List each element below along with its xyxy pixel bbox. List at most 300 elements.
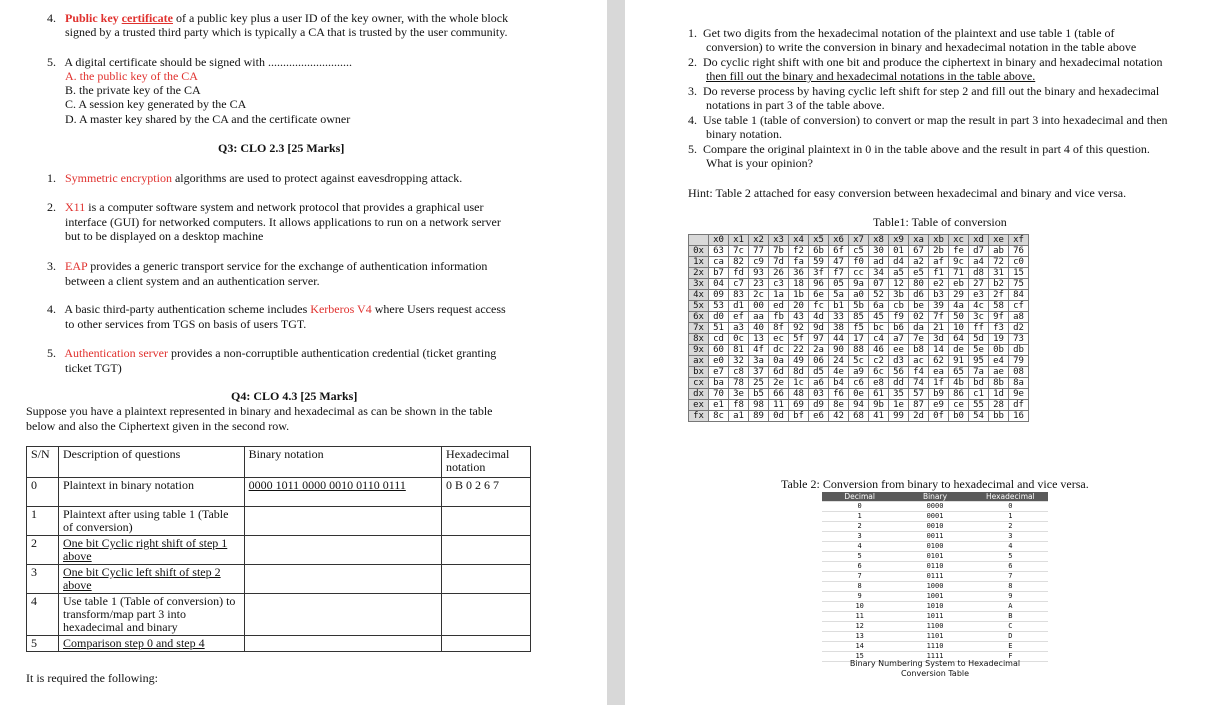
conv-cell: 5c [849,356,869,367]
conv-cell: 6e [809,290,829,301]
conv-cell: f4 [909,367,929,378]
conv-cell: 58 [989,301,1009,312]
option-d[interactable]: D. A master key shared by the CA and the certificate owner [65,112,351,126]
binary-row [822,562,1048,572]
conv-cell: 3f [809,268,829,279]
conv-cell: 6b [809,246,829,257]
conv-cell: 53 [709,301,729,312]
conv-row-header: 4x [689,290,709,301]
conv-row [689,268,1029,279]
step-5: 5. Compare the original plaintext in 0 in the table above and the result in part 4 of this question. [688,142,1150,156]
step-4-line2: binary notation. [706,127,782,141]
conv-cell: a6 [809,378,829,389]
table-row [27,565,531,594]
row-sn: 0 [27,478,59,507]
conv-row [689,301,1029,312]
binary-row [822,552,1048,562]
binary-cell: A [973,602,1048,612]
conv-cell: 15 [1009,268,1029,279]
conv-cell: 9f [989,312,1009,323]
conv-cell: 73 [1009,334,1029,345]
row-binary[interactable]: 0000 1011 0000 0010 0110 0111 [244,478,441,507]
conv-cell: 56 [889,367,909,378]
binary-row [822,632,1048,642]
conv-cell: fe [949,246,969,257]
binary-row [822,582,1048,592]
conv-cell: bc [869,323,889,334]
conv-cell: eb [949,279,969,290]
q2-item-5: 5. A digital certificate should be signed with ............................ [47,55,352,69]
conv-cell: 19 [989,334,1009,345]
conv-cell: cb [889,301,909,312]
conv-cell: e3 [969,290,989,301]
conv-cell: 6f [829,246,849,257]
row-hex[interactable] [442,636,531,652]
conv-cell: c1 [969,389,989,400]
binary-cell: B [973,612,1048,622]
conv-cell: c3 [769,279,789,290]
conv-cell: 71 [949,268,969,279]
table-row [27,478,531,507]
q3-item-4-line2: to other services from TGS on basis of users TGT. [65,317,307,331]
conv-cell: d2 [1009,323,1029,334]
binary-cell: E [973,642,1048,652]
option-b[interactable]: B. the private key of the CA [65,83,201,97]
binary-cell: 7 [973,572,1048,582]
conv-cell: be [909,301,929,312]
conv-cell: c6 [849,378,869,389]
conv-cell: 99 [889,411,909,422]
binary-row [822,512,1048,522]
binary-cell: 0000 [897,502,972,512]
conv-cell: 5a [829,290,849,301]
conv-col-header: xa [909,235,929,246]
conv-cell: ca [709,257,729,268]
conv-cell: b2 [989,279,1009,290]
binary-cell: 1 [973,512,1048,522]
conv-cell: cc [849,268,869,279]
q3-item-1: 1. Symmetric encryption algorithms are used to protect against eavesdropping attack. [47,171,463,185]
conv-row-header: ex [689,400,709,411]
conv-cell: 96 [809,279,829,290]
conv-cell: 2f [989,290,1009,301]
conv-cell: 80 [909,279,929,290]
conv-cell: 33 [829,312,849,323]
conv-cell: 91 [949,356,969,367]
conv-cell: 4a [949,301,969,312]
conv-cell: 85 [849,312,869,323]
binary-cell: C [973,622,1048,632]
binary-cell: 9 [973,592,1048,602]
conv-cell: b7 [709,268,729,279]
conv-cell: 2d [909,411,929,422]
conv-cell: aa [749,312,769,323]
conv-cell: 48 [789,389,809,400]
conv-cell: a4 [969,257,989,268]
binary-cell: 1101 [897,632,972,642]
conv-cell: 5e [969,345,989,356]
conv-cell: f1 [929,268,949,279]
conv-col-header: xe [989,235,1009,246]
binary-cell: 13 [822,632,897,642]
row-binary[interactable] [244,536,441,565]
row-sn: 1 [27,507,59,536]
conv-cell: 9b [869,400,889,411]
binary-cell: 6 [822,562,897,572]
conv-cell: ed [769,301,789,312]
conversion-table [688,234,1029,422]
conv-cell: d8 [969,268,989,279]
table1-title: Table1: Table of conversion [873,215,1007,229]
conv-col-header: x6 [829,235,849,246]
conv-cell: 00 [749,301,769,312]
conv-cell: b8 [909,345,929,356]
conv-cell: 84 [1009,290,1029,301]
conv-cell: e4 [989,356,1009,367]
conv-cell: e9 [929,400,949,411]
conv-cell: ec [769,334,789,345]
conv-cell: 54 [969,411,989,422]
binary-row [822,622,1048,632]
binary-cell: 3 [822,532,897,542]
conv-col-header: xc [949,235,969,246]
conv-cell: ac [909,356,929,367]
binary-row [822,502,1048,512]
conv-cell: 72 [989,257,1009,268]
conv-cell: 8a [1009,378,1029,389]
conv-cell: a7 [889,334,909,345]
row-desc: Plaintext in binary notation [58,478,244,507]
conv-cell: ee [889,345,909,356]
conv-cell: 9d [809,323,829,334]
conv-cell: c2 [869,356,889,367]
conv-row-header: 8x [689,334,709,345]
conv-cell: b6 [889,323,909,334]
binary-cell: D [973,632,1048,642]
binary-cell: 1011 [897,612,972,622]
conv-cell: 95 [969,356,989,367]
q4-heading: Q4: CLO 4.3 [25 Marks] [231,389,358,403]
conv-cell: 9c [949,257,969,268]
conv-col-header: x1 [729,235,749,246]
conv-cell: f5 [849,323,869,334]
conv-row-header: 1x [689,257,709,268]
conv-row [689,334,1029,345]
conv-cell: 28 [989,400,1009,411]
table-row [27,507,531,536]
conv-cell: c0 [1009,257,1029,268]
conv-cell: 13 [749,334,769,345]
conv-cell: ad [869,257,889,268]
conv-cell: db [1009,345,1029,356]
binary-row [822,572,1048,582]
conv-row-header: ax [689,356,709,367]
conv-cell: 78 [729,378,749,389]
conv-row-header: 3x [689,279,709,290]
conv-row-header: 5x [689,301,709,312]
conv-cell: 4f [749,345,769,356]
conv-cell: 25 [749,378,769,389]
conv-cell: cd [709,334,729,345]
row-binary[interactable] [244,636,441,652]
conv-cell: 7b [769,246,789,257]
conv-cell: 21 [929,323,949,334]
conv-row-header: bx [689,367,709,378]
conv-col-header: x3 [769,235,789,246]
conv-row-header: 2x [689,268,709,279]
conv-cell: e7 [709,367,729,378]
conv-cell: 8b [989,378,1009,389]
conv-cell: 94 [849,400,869,411]
row-sn: 2 [27,536,59,565]
binary-cell: 8 [822,582,897,592]
binary-cell: 0101 [897,552,972,562]
conv-cell: 9a [849,279,869,290]
conv-cell: 41 [869,411,889,422]
binary-cell: 11 [822,612,897,622]
q3-item-3: 3. EAP provides a generic transport service for the exchange of authentication information [47,259,488,273]
conv-cell: 59 [809,257,829,268]
header-description: Description of questions [58,447,244,478]
conv-cell: 11 [769,400,789,411]
option-c[interactable]: C. A session key generated by the CA [65,97,247,111]
conv-cell: de [949,345,969,356]
conv-cell: f9 [889,312,909,323]
conv-cell: 7c [729,246,749,257]
conv-col-header: x0 [709,235,729,246]
row-sn: 3 [27,565,59,594]
conv-cell: e5 [909,268,929,279]
conv-cell: 09 [709,290,729,301]
conv-cell: 6a [869,301,889,312]
step-1: 1. Get two digits from the hexadecimal notation of the plaintext and use table 1 (table of [688,26,1115,40]
conv-cell: e2 [929,279,949,290]
q2-item-4: 4. Public key certificate of a public key plus a user ID of the key owner, with the whole block [47,11,509,25]
conv-cell: 40 [749,323,769,334]
binary-row [822,532,1048,542]
row-hex[interactable] [442,565,531,594]
conv-cell: 93 [749,268,769,279]
conv-cell: 04 [709,279,729,290]
table-row [27,536,531,565]
conv-cell: 06 [809,356,829,367]
conv-cell: 08 [1009,367,1029,378]
binary-row [822,612,1048,622]
hint-text: Hint: Table 2 attached for easy conversion between hexadecimal and binary and vice versa. [688,186,1127,200]
conv-cell: 01 [889,246,909,257]
binary-cell: 0 [973,502,1048,512]
binary-cell: 8 [973,582,1048,592]
conv-cell: ce [949,400,969,411]
conv-row-header: fx [689,411,709,422]
conv-cell: 26 [769,268,789,279]
binary-cell: 1100 [897,622,972,632]
binary-row [822,602,1048,612]
conv-cell: 81 [729,345,749,356]
row-binary[interactable] [244,507,441,536]
conv-cell: 1f [929,378,949,389]
conv-cell: 8c [709,411,729,422]
conv-cell: 66 [769,389,789,400]
conv-col-header: x8 [869,235,889,246]
q3-item-5: 5. Authentication server provides a non-corruptible authentication credential (ticket granting [47,346,497,360]
conv-row [689,290,1029,301]
conv-col-header: x2 [749,235,769,246]
conv-cell: a3 [729,323,749,334]
row-hex[interactable] [442,507,531,536]
conv-cell: d7 [969,246,989,257]
binary-cell: 1000 [897,582,972,592]
conv-cell: 8d [789,367,809,378]
step-2-line2: then fill out the binary and hexadecimal notations in the table above. [706,69,1036,83]
conv-cell: d4 [889,257,909,268]
conv-cell: 90 [829,345,849,356]
conv-cell: e6 [809,411,829,422]
binary-cell: 0011 [897,532,972,542]
conv-cell: 9e [1009,389,1029,400]
conv-cell: 76 [1009,246,1029,257]
conv-cell: 2e [769,378,789,389]
binary-row [822,592,1048,602]
header-sn: S/N [27,447,59,478]
binary-col-header: Binary [897,492,972,502]
conv-cell: 87 [909,400,929,411]
conv-cell: 8e [829,400,849,411]
option-a[interactable]: A. the public key of the CA [65,69,198,83]
conv-cell: 2b [929,246,949,257]
conv-cell: b1 [829,301,849,312]
conv-col-header: x9 [889,235,909,246]
conv-cell: c4 [869,334,889,345]
conv-row [689,257,1029,268]
binary-cell: 2 [822,522,897,532]
conv-cell: da [909,323,929,334]
conv-cell: bd [969,378,989,389]
conv-cell: 05 [829,279,849,290]
conv-cell: ea [929,367,949,378]
binary-cell: F [973,652,1048,662]
conv-col-header: xb [929,235,949,246]
conv-cell: 3d [929,334,949,345]
conv-cell: b3 [929,290,949,301]
conv-cell: fc [809,301,829,312]
binary-cell: 3 [973,532,1048,542]
binary-cell: 0001 [897,512,972,522]
conv-cell: 27 [969,279,989,290]
conv-cell: 60 [709,345,729,356]
conv-cell: 1a [769,290,789,301]
conv-cell: 1e [889,400,909,411]
row-desc: Use table 1 (Table of conversion) to transform/map part 3 into hexadecimal and binary [58,594,244,636]
conv-cell: 63 [709,246,729,257]
conv-cell: 1d [989,389,1009,400]
binary-cell: 12 [822,622,897,632]
conv-cell: a0 [849,290,869,301]
binary-table-caption-2: Conversion Table [900,669,970,678]
conv-row [689,356,1029,367]
q3-item-5-line2: ticket TGT) [65,361,122,375]
conv-cell: a1 [729,411,749,422]
table-row [27,594,531,636]
row-hex[interactable] [442,536,531,565]
conv-cell: b5 [749,389,769,400]
conv-cell: a5 [889,268,909,279]
row-hex[interactable]: 0 B 0 2 6 7 [442,478,531,507]
conv-cell: 50 [949,312,969,323]
conv-cell: 4e [829,367,849,378]
row-binary[interactable] [244,565,441,594]
conv-cell: 79 [1009,356,1029,367]
conv-cell: 16 [1009,411,1029,422]
row-binary[interactable] [244,594,441,636]
conv-cell: 65 [949,367,969,378]
conv-cell: 5f [789,334,809,345]
conv-cell: 44 [829,334,849,345]
conv-col-header [689,235,709,246]
conv-cell: 97 [809,334,829,345]
conv-cell: d9 [809,400,829,411]
conv-cell: 30 [869,246,889,257]
row-hex[interactable] [442,594,531,636]
conv-row [689,411,1029,422]
conv-cell: 92 [789,323,809,334]
conv-row-header: 9x [689,345,709,356]
conv-cell: 0c [729,334,749,345]
conv-cell: 67 [909,246,929,257]
conv-cell: 36 [789,268,809,279]
table-row [27,636,531,652]
conv-cell: 75 [1009,279,1029,290]
conv-cell: ba [709,378,729,389]
conv-cell: 7e [909,334,929,345]
conv-col-header: x5 [809,235,829,246]
q4-intro-line1: Suppose you have a plaintext represented in binary and hexadecimal as can be shown in the table [26,404,493,418]
conv-cell: 0f [929,411,949,422]
footer-text: It is required the following: [26,671,158,685]
conv-cell: b4 [829,378,849,389]
conv-row [689,279,1029,290]
conv-cell: 89 [749,411,769,422]
conv-cell: e1 [709,400,729,411]
binary-cell: 6 [973,562,1048,572]
conv-cell: 64 [949,334,969,345]
conv-cell: 52 [869,290,889,301]
conv-row [689,400,1029,411]
page-gap [607,0,625,705]
conv-cell: 69 [789,400,809,411]
conv-row-header: 6x [689,312,709,323]
conv-header-row [689,235,1029,246]
binary-col-header: Hexadecimal [973,492,1048,502]
conv-cell: a9 [849,367,869,378]
conv-cell: f8 [729,400,749,411]
conv-row [689,246,1029,257]
conv-cell: ff [969,323,989,334]
binary-hex-table [822,492,1048,662]
conv-cell: 74 [909,378,929,389]
row-desc: Plaintext after using table 1 (Table of conversion) [58,507,244,536]
conv-cell: 02 [909,312,929,323]
conv-cell: bb [989,411,1009,422]
conv-cell: bf [789,411,809,422]
step-3: 3. Do reverse process by having cyclic left shift for step 2 and fill out the binary and hexadecimal [688,84,1160,98]
conv-cell: 7f [929,312,949,323]
conv-cell: 1b [789,290,809,301]
binary-cell: 0010 [897,522,972,532]
conv-cell: 7a [969,367,989,378]
conv-cell: f7 [829,268,849,279]
conv-cell: 29 [949,290,969,301]
